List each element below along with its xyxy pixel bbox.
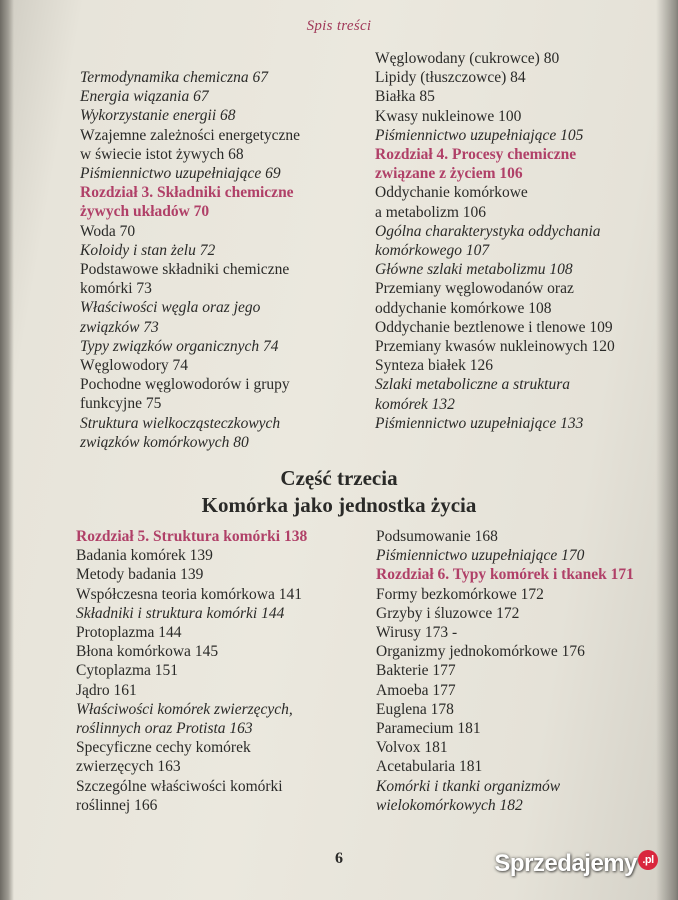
toc-entry: Lipidy (tłuszczowce) 84 <box>375 69 526 87</box>
toc-entry: Ogólna charakterystyka oddychania <box>375 222 601 240</box>
toc-chapter-heading: Rozdział 6. Typy komórek i tkanek 171 <box>376 566 634 584</box>
toc-chapter-heading: Rozdział 3. Składniki chemiczne <box>80 184 294 202</box>
toc-chapter-heading: Rozdział 4. Procesy chemiczne <box>375 146 577 164</box>
toc-entry: Właściwości węgla oraz jego <box>80 299 261 317</box>
toc-entry: Volvox 181 <box>376 739 448 757</box>
toc-entry: Wzajemne zależności energetyczne <box>80 126 301 144</box>
toc-entry: Piśmiennictwo uzupełniające 69 <box>80 165 281 183</box>
toc-entry: Komórki i tkanki organizmów <box>376 777 561 795</box>
toc-entry: Piśmiennictwo uzupełniające 170 <box>376 547 585 565</box>
toc-entry: Woda 70 <box>80 222 136 240</box>
toc-entry: Oddychanie komórkowe <box>375 184 528 202</box>
toc-entry: Badania komórek 139 <box>76 547 213 565</box>
toc-entry: Białka 85 <box>375 88 435 106</box>
toc-entry: Cytoplazma 151 <box>76 662 179 680</box>
part-heading <box>0 465 678 519</box>
toc-chapter-heading: żywych układów 70 <box>80 203 210 221</box>
toc-entry: Amoeba 177 <box>376 681 456 699</box>
toc-entry: w świecie istot żywych 68 <box>80 145 244 163</box>
toc-column-top-right <box>375 49 665 433</box>
toc-entry: Grzyby i śluzowce 172 <box>376 604 520 622</box>
toc-entry: wielokomórkowych 182 <box>376 796 523 814</box>
toc-entry: Wykorzystanie energii 68 <box>80 107 236 125</box>
toc-entry: oddychanie komórkowe 108 <box>375 299 552 317</box>
running-header: Spis treści <box>306 18 372 34</box>
toc-entry: związków 73 <box>80 318 159 336</box>
toc-entry: Bakterie 177 <box>376 662 456 680</box>
toc-column-bottom-right <box>376 527 666 815</box>
toc-entry: komórkowego 107 <box>375 242 490 260</box>
toc-entry: Właściwości komórek zwierzęcych, <box>76 700 293 718</box>
toc-entry: Przemiany kwasów nukleinowych 120 <box>375 338 615 356</box>
watermark-badge: .pl <box>638 850 658 870</box>
toc-entry: Typy związków organicznych 74 <box>80 337 279 355</box>
toc-entry: Acetabularia 181 <box>376 758 483 776</box>
toc-entry: Szczególne właściwości komórki <box>76 777 283 795</box>
toc-chapter-heading: związane z życiem 106 <box>375 165 523 183</box>
watermark-text: Sprzedajemy <box>494 850 637 877</box>
toc-entry: komórek 132 <box>375 395 455 413</box>
toc-entry: Główne szlaki metabolizmu 108 <box>375 261 573 279</box>
toc-entry: Piśmiennictwo uzupełniające 105 <box>375 126 584 144</box>
toc-entry: Kwasy nukleinowe 100 <box>375 107 522 125</box>
toc-entry: Specyficzne cechy komórek <box>76 739 251 757</box>
toc-entry: roślinnych oraz Protista 163 <box>76 720 253 738</box>
toc-entry: Współczesna teoria komórkowa 141 <box>76 585 302 603</box>
book-spine-shadow <box>0 0 14 900</box>
toc-entry: Pochodne węglowodorów i grupy <box>80 376 290 394</box>
toc-entry: Metody badania 139 <box>76 566 204 584</box>
toc-entry: Protoplazma 144 <box>76 624 182 642</box>
part-title: Komórka jako jednostka życia <box>201 493 477 517</box>
toc-entry: Składniki i struktura komórki 144 <box>76 604 285 622</box>
toc-entry: Błona komórkowa 145 <box>76 643 219 661</box>
toc-entry: Struktura wielkocząsteczkowych <box>80 414 281 432</box>
toc-entry: Podstawowe składniki chemiczne <box>80 261 290 279</box>
toc-entry: Węglowodany (cukrowce) 80 <box>375 50 560 67</box>
part-number: Część trzecia <box>280 466 398 490</box>
toc-entry: Euglena 178 <box>376 700 454 718</box>
toc-entry: Przemiany węglowodanów oraz <box>375 280 574 298</box>
toc-entry: Podsumowanie 168 <box>376 528 498 545</box>
toc-entry: Koloidy i stan żelu 72 <box>80 241 216 259</box>
toc-column-top-left <box>80 68 350 452</box>
toc-entry: komórki 73 <box>80 280 152 298</box>
toc-entry: zwierzęcych 163 <box>76 758 181 776</box>
toc-entry: Wirusy 173 - <box>376 624 458 642</box>
toc-entry: roślinnej 166 <box>76 796 158 814</box>
toc-entry: Węglowodory 74 <box>80 357 189 375</box>
toc-entry: Formy bezkomórkowe 172 <box>376 585 544 603</box>
toc-column-bottom-left <box>76 527 351 815</box>
toc-entry: Organizmy jednokomórkowe 176 <box>376 643 585 661</box>
toc-entry: Oddychanie beztlenowe i tlenowe 109 <box>375 318 613 336</box>
toc-entry: Paramecium 181 <box>376 720 481 738</box>
toc-chapter-heading: Rozdział 5. Struktura komórki 138 <box>76 528 308 545</box>
toc-entry: związków komórkowych 80 <box>80 433 249 451</box>
toc-entry: funkcyjne 75 <box>80 395 162 413</box>
toc-entry: Termodynamika chemiczna 67 <box>80 69 268 86</box>
toc-entry: a metabolizm 106 <box>375 203 487 221</box>
toc-entry: Szlaki metaboliczne a struktura <box>375 376 571 394</box>
toc-entry: Piśmiennictwo uzupełniające 133 <box>375 414 584 432</box>
toc-entry: Energia wiązania 67 <box>80 88 209 106</box>
watermark-logo <box>494 850 658 878</box>
toc-entry: Synteza białek 126 <box>375 357 493 375</box>
page-number: 6 <box>335 850 343 867</box>
toc-entry: Jądro 161 <box>76 681 137 699</box>
